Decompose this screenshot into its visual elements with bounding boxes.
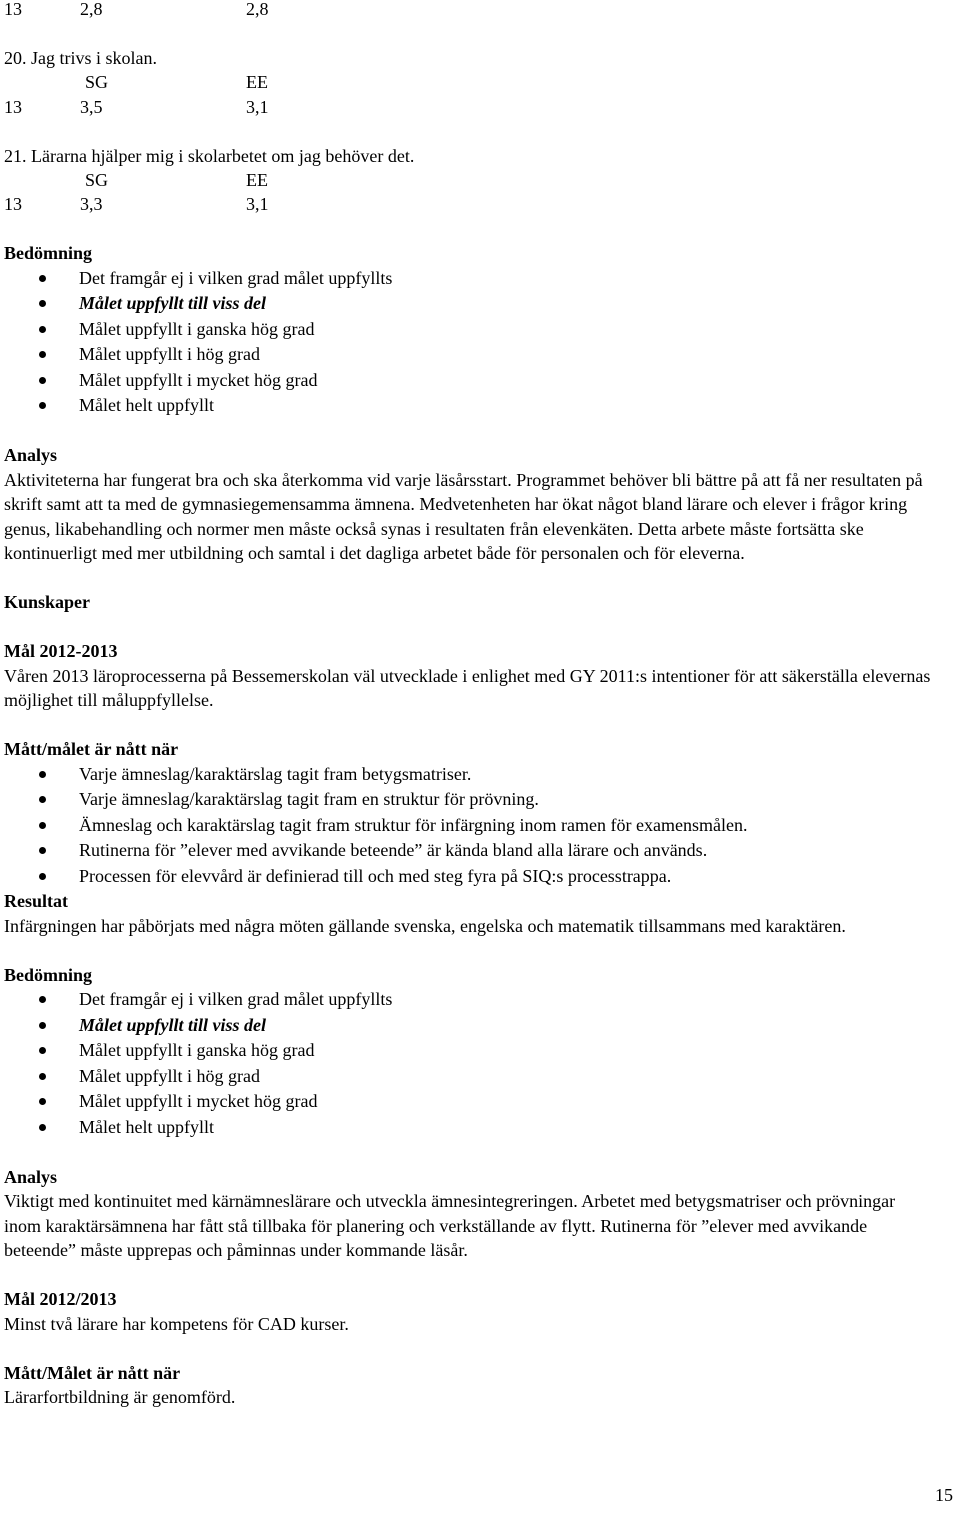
stats-ee-value: 2,8	[246, 0, 269, 19]
list-item: Det framgår ej i vilken grad målet uppfyllts	[4, 266, 956, 292]
stats-row	[4, 192, 956, 217]
measure-paragraph: Lärarfortbildning är genomförd.	[4, 1387, 236, 1407]
list-item: Rutinerna för ”elever med avvikande beteende” är kända bland alla lärare och används.	[4, 838, 956, 864]
list-item: Ämneslag och karaktärslag tagit fram struktur för infärgning inom ramen för examensmålen.	[4, 813, 956, 839]
goal-paragraph: Minst två lärare har kompetens för CAD kurser.	[4, 1313, 349, 1334]
column-sg-header: SG	[85, 72, 109, 92]
bullet-icon	[39, 1022, 46, 1029]
list-item: Varje ämneslag/karaktärslag tagit fram betygsmatriser.	[4, 762, 956, 788]
question-20-title: 20. Jag trivs i skolan.	[4, 48, 157, 68]
list-item: Målet uppfyllt i hög grad	[4, 342, 956, 368]
bullet-icon	[39, 822, 46, 829]
stats-count: 13	[4, 96, 22, 117]
list-item: Målet uppfyllt i hög grad	[4, 1064, 956, 1090]
result-paragraph: Infärgningen har påbörjats med några möten gällande svenska, engelska och matematik tillsammans med karaktären.	[4, 915, 846, 936]
stats-sg-value: 2,8	[80, 0, 103, 19]
stats-ee-value: 3,1	[246, 96, 269, 117]
page-number: 15	[935, 1485, 953, 1505]
bullet-icon	[39, 377, 46, 384]
bullet-icon	[39, 1124, 46, 1131]
list-item: Det framgår ej i vilken grad målet uppfyllts	[4, 987, 956, 1013]
bullet-icon	[39, 326, 46, 333]
stats-header-row	[4, 168, 956, 193]
section-heading-analys: Analys	[4, 445, 58, 465]
stats-row	[4, 0, 956, 22]
stats-sg-value: 3,5	[80, 96, 103, 117]
section-heading-resultat: Resultat	[4, 891, 68, 911]
column-ee-header: EE	[246, 72, 268, 92]
column-sg-header: SG	[85, 169, 109, 190]
question-21-title: 21. Lärarna hjälper mig i skolarbetet om jag behöver det.	[4, 145, 415, 166]
bullet-icon	[39, 873, 46, 880]
goal-heading: Mål 2012-2013	[4, 641, 118, 661]
list-item: Processen för elevvård är definierad till och med steg fyra på SIQ:s processtrappa.	[4, 864, 956, 890]
bullet-icon	[39, 847, 46, 854]
list-item: Målet uppfyllt i mycket hög grad	[4, 1089, 956, 1115]
bullet-icon	[39, 796, 46, 803]
measure-list	[4, 762, 956, 890]
stats-row	[4, 95, 956, 120]
list-item: Målet helt uppfyllt	[4, 1115, 956, 1141]
section-heading-bedomning: Bedömning	[4, 964, 93, 985]
bullet-icon	[39, 996, 46, 1003]
stats-ee-value: 3,1	[246, 194, 269, 214]
goal-heading: Mål 2012/2013	[4, 1289, 117, 1309]
analysis-paragraph: Viktigt med kontinuitet med kärnämneslärare och utveckla ämnesintegreringen. Arbetet med betygsmatriser och prövningar inom karaktärsämnena har fått stå tillbaka för planering och verkställande av flytt. Rutinerna för ”elever med avvikande beteende” måste upprepas och påminnas under kommande läsår.	[4, 1191, 896, 1260]
list-item: Målet uppfyllt i ganska hög grad	[4, 317, 956, 343]
stats-sg-value: 3,3	[80, 194, 103, 214]
column-ee-header: EE	[246, 169, 268, 190]
analysis-paragraph: Aktiviteterna har fungerat bra och ska återkomma vid varje läsårsstart. Programmet behöver bli bättre på att få ner resultaten på skrift samt att ta med de gymnasiegemensamma ämnena. Medvetenheten har ökat något bland lärare och elever i frågor kring genus, likabehandling och normer men måste också synas i resultaten från elevenkäten. Detta arbete måste fortsätta ske kontinuerligt med mer utbildning och samtal i det dagliga arbetet både för personalen och för eleverna.	[4, 469, 923, 563]
bullet-icon	[39, 402, 46, 409]
bullet-icon	[39, 300, 46, 307]
goal-paragraph: Våren 2013 läroprocesserna på Bessemerskolan väl utvecklade i enlighet med GY 2011:s intentioner för att säkerställa elevernas möjlighet till måluppfyllelse.	[4, 665, 931, 710]
list-item: Målet uppfyllt i ganska hög grad	[4, 1038, 956, 1064]
stats-count: 13	[4, 194, 22, 214]
bullet-icon	[39, 1047, 46, 1054]
assessment-list	[4, 987, 956, 1140]
section-heading-bedomning: Bedömning	[4, 243, 93, 263]
list-item: Målet helt uppfyllt	[4, 393, 956, 419]
stats-header-row	[4, 70, 956, 95]
measure-heading: Mått/Målet är nått när	[4, 1362, 181, 1383]
bullet-icon	[39, 1073, 46, 1080]
list-item-selected: Målet uppfyllt till viss del	[4, 1013, 956, 1039]
list-item: Målet uppfyllt i mycket hög grad	[4, 368, 956, 394]
assessment-list	[4, 266, 956, 419]
measure-heading: Mått/målet är nått när	[4, 739, 179, 759]
list-item: Varje ämneslag/karaktärslag tagit fram en struktur för prövning.	[4, 787, 956, 813]
stats-count: 13	[4, 0, 22, 19]
document-page	[4, 0, 956, 1410]
bullet-icon	[39, 351, 46, 358]
bullet-icon	[39, 771, 46, 778]
bullet-icon	[39, 1098, 46, 1105]
bullet-icon	[39, 275, 46, 282]
section-heading-analys: Analys	[4, 1166, 58, 1187]
list-item-selected: Målet uppfyllt till viss del	[4, 291, 956, 317]
section-heading-kunskaper: Kunskaper	[4, 592, 91, 612]
